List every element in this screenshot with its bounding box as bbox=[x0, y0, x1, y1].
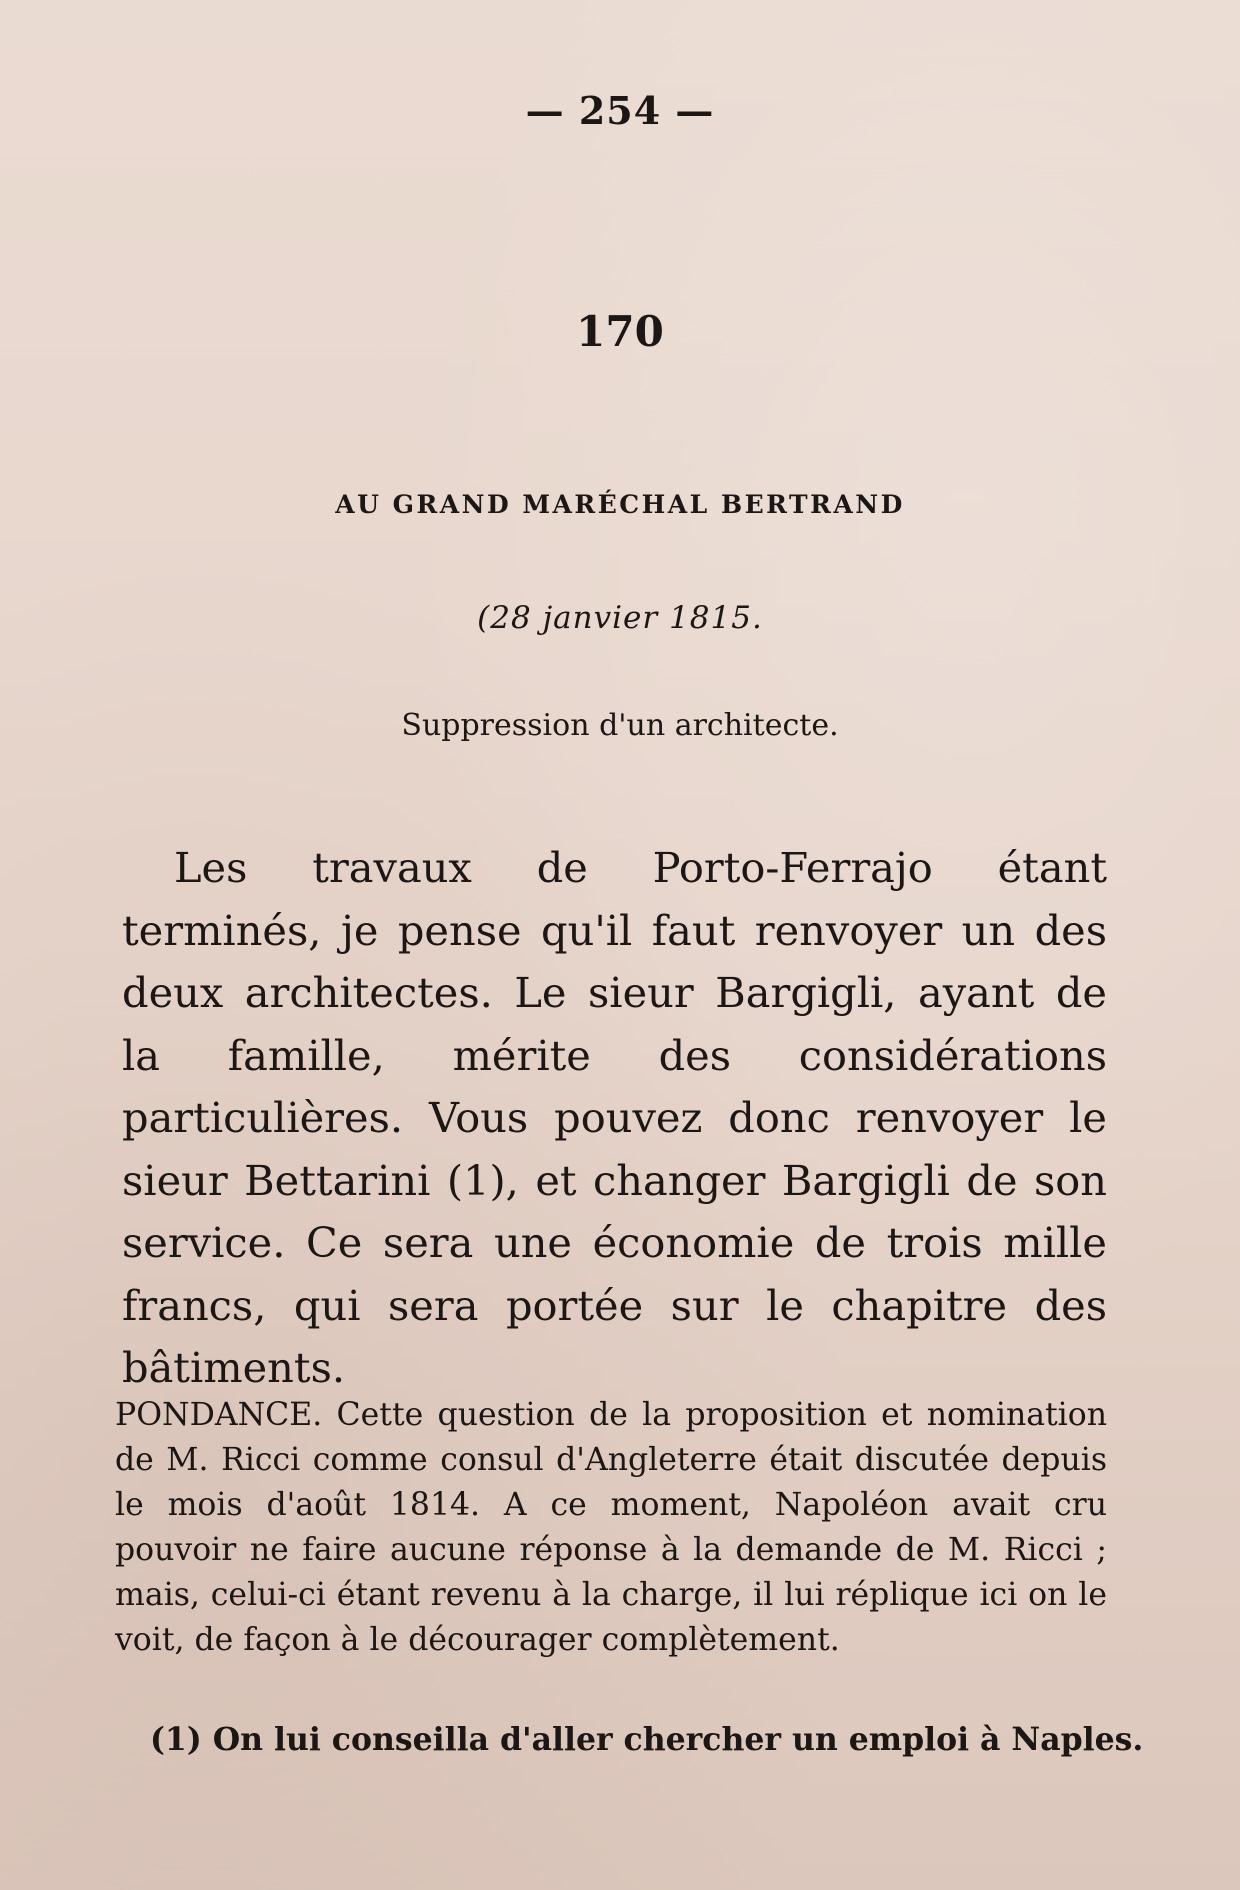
document-number: 170 bbox=[576, 307, 664, 356]
page-number: — 254 — bbox=[525, 88, 715, 133]
letter-body: Les travaux de Porto-Ferrajo étant terminés, je pense qu'il faut renvoyer un des deux architectes. Le sieur Bargigli, ayant de la famille, mérite des considérations particulières. Vous pouvez donc renvoyer le sieur Bettarini (1), et changer Bargigli de son service. Ce sera une économie de trois mille francs, qui sera portée sur le chapitre des bâtiments. bbox=[122, 843, 1107, 1392]
correspondence-note: PONDANCE. Cette question de la proposition et nomination de M. Ricci comme consul d'Angleterre était discutée depuis le mois d'août 1814. A ce moment, Napoléon avait cru pouvoir ne faire aucune réponse à la demande de M. Ricci ; mais, celui-ci étant revenu à la charge, il lui réplique ici on le voit, de façon à le décourager complètement. bbox=[115, 1397, 1107, 1658]
addressee-heading: AU GRAND MARÉCHAL BERTRAND bbox=[335, 490, 905, 519]
footnote: (1) On lui conseilla d'aller chercher un emploi à Naples. bbox=[150, 1721, 1144, 1758]
letter-date: (28 janvier 1815. bbox=[477, 600, 763, 636]
letter-subject: Suppression d'un architecte. bbox=[401, 708, 839, 743]
